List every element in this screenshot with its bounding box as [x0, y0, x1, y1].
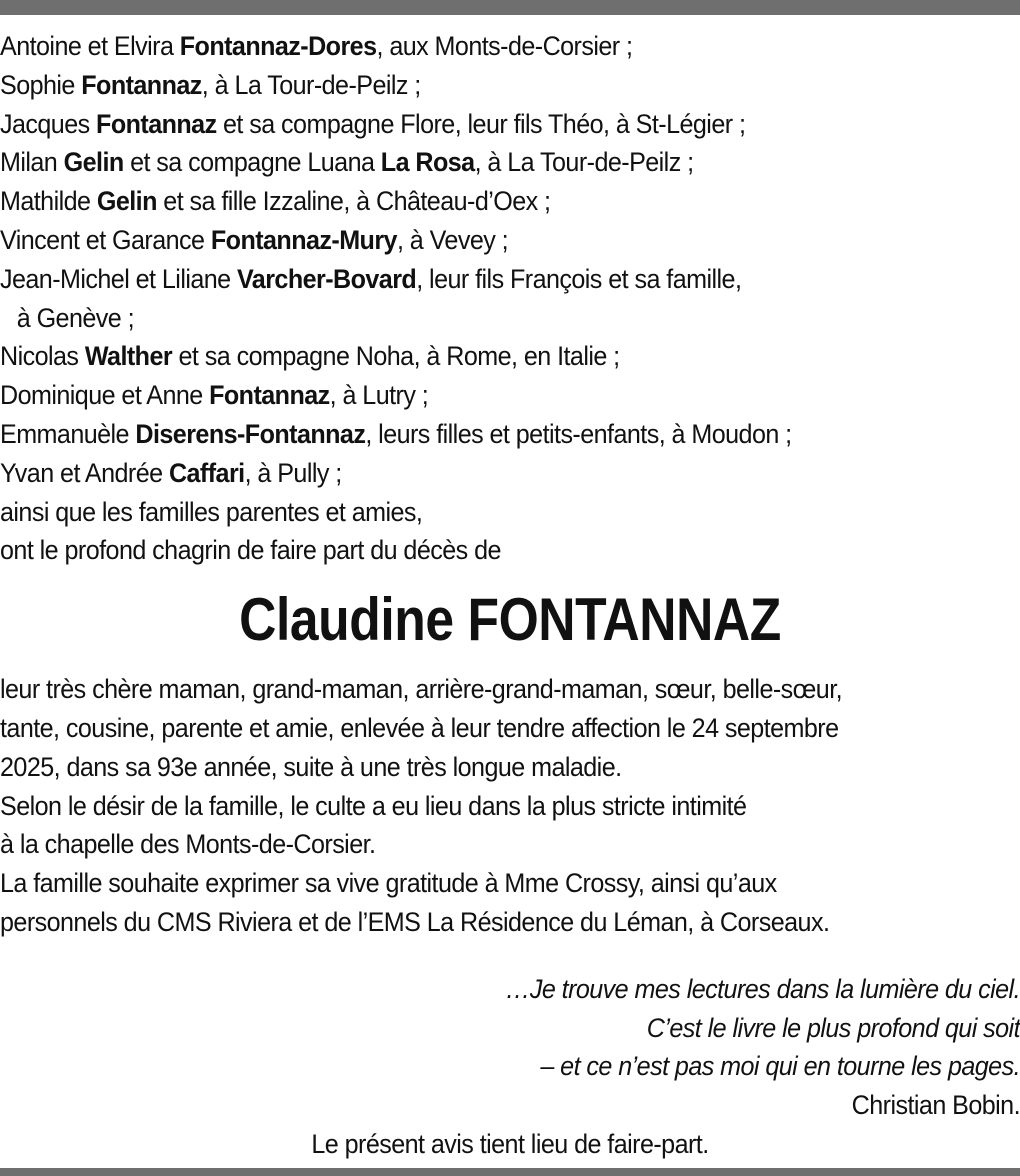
family-text: Milan	[0, 147, 64, 178]
quote-line: C’est le livre le plus profond qui soit	[646, 1012, 1020, 1043]
family-text: , aux Monts-de-Corsier ;	[376, 31, 633, 61]
family-line	[0, 337, 949, 376]
quote-line: – et ce n’est pas moi qui en tourne les pages.	[540, 1051, 1020, 1082]
family-surname: Fontannaz	[96, 108, 217, 139]
family-text: Sophie	[0, 69, 82, 100]
family-text: Jean-Michel et Liliane	[0, 263, 238, 294]
family-line	[0, 221, 949, 260]
family-surname: Fontannaz-Mury	[210, 224, 397, 255]
family-text: , leurs filles et petits-enfants, à Moudon ;	[365, 418, 792, 449]
family-surname: Walther	[84, 341, 173, 372]
body-line: personnels du CMS Riviera et de l’EMS La Résidence du Léman, à Corseaux.	[0, 906, 830, 937]
notice-line: Le présent avis tient lieu de faire-part.	[311, 1128, 709, 1159]
family-text: , à Lutry ;	[329, 380, 429, 411]
body-line: à la chapelle des Monts-de-Corsier.	[0, 829, 376, 860]
family-surname: Fontannaz-Dores	[179, 31, 377, 61]
body-line: leur très chère maman, grand-maman, arrière-grand-maman, sœur, belle-sœur,	[0, 674, 843, 705]
family-surname: Caffari	[168, 457, 245, 488]
family-line	[0, 66, 949, 105]
family-surname: Fontannaz	[209, 380, 330, 411]
family-line	[0, 376, 949, 415]
family-surname: Diserens-Fontannaz	[135, 418, 366, 449]
family-line	[0, 143, 949, 182]
family-text: Dominique et Anne	[0, 380, 210, 411]
family-text: à Genève ;	[16, 302, 135, 333]
family-surname: La Rosa	[380, 147, 475, 178]
family-text: Nicolas	[0, 341, 85, 372]
family-text: ainsi que les familles parentes et amies,	[0, 496, 423, 527]
family-surname: Varcher-Bovard	[237, 263, 417, 294]
family-text: et sa compagne Flore, leur fils Théo, à St-Légier ;	[216, 108, 746, 139]
obituary-notice	[0, 27, 1020, 1164]
family-text: , à La Tour-de-Peilz ;	[474, 147, 694, 178]
family-line	[0, 493, 949, 532]
family-text: , à Vevey ;	[396, 224, 509, 255]
family-text: Yvan et Andrée	[0, 457, 169, 488]
family-surname: Gelin	[96, 186, 157, 217]
family-text: , à La Tour-de-Peilz ;	[201, 69, 421, 100]
family-line	[0, 27, 949, 66]
body-line: tante, cousine, parente et amie, enlevée à leur tendre affection le 24 septembre	[0, 712, 839, 743]
family-text: et sa compagne Noha, à Rome, en Italie ;	[172, 341, 620, 372]
family-surname: Gelin	[63, 147, 124, 178]
family-text: Antoine et Elvira	[0, 31, 180, 61]
top-rule	[0, 0, 1020, 15]
announcement-line	[0, 531, 949, 570]
family-line	[0, 260, 949, 299]
family-line	[0, 182, 949, 221]
family-text: , leur fils François et sa famille,	[416, 263, 742, 294]
family-line	[0, 454, 949, 493]
family-text: Mathilde	[0, 186, 97, 217]
quote-author: Christian Bobin.	[851, 1090, 1020, 1121]
family-text: et sa compagne Luana	[123, 147, 381, 178]
bottom-rule	[0, 1168, 1020, 1176]
spacer	[0, 942, 1020, 970]
body-line: La famille souhaite exprimer sa vive gratitude à Mme Crossy, ainsi qu’aux	[0, 868, 777, 899]
family-text: Emmanuèle	[0, 418, 136, 449]
family-text: ont le profond chagrin de faire part du décès de	[0, 535, 501, 566]
family-line	[0, 415, 949, 454]
body-line: Selon le désir de la famille, le culte a eu lieu dans la plus stricte intimité	[0, 790, 747, 821]
family-line	[0, 105, 949, 144]
family-text: et sa fille Izzaline, à Château-d’Oex ;	[156, 186, 551, 217]
quote-line: …Je trouve mes lectures dans la lumière du ciel.	[505, 973, 1020, 1004]
family-line-continuation	[0, 299, 949, 338]
family-text: , à Pully ;	[244, 457, 342, 488]
body-line: 2025, dans sa 93e année, suite à une très longue maladie.	[0, 751, 622, 782]
family-text: Vincent et Garance	[0, 224, 211, 255]
deceased-name: Claudine FONTANNAZ	[239, 586, 781, 654]
family-text: Jacques	[0, 108, 97, 139]
family-surname: Fontannaz	[81, 69, 202, 100]
